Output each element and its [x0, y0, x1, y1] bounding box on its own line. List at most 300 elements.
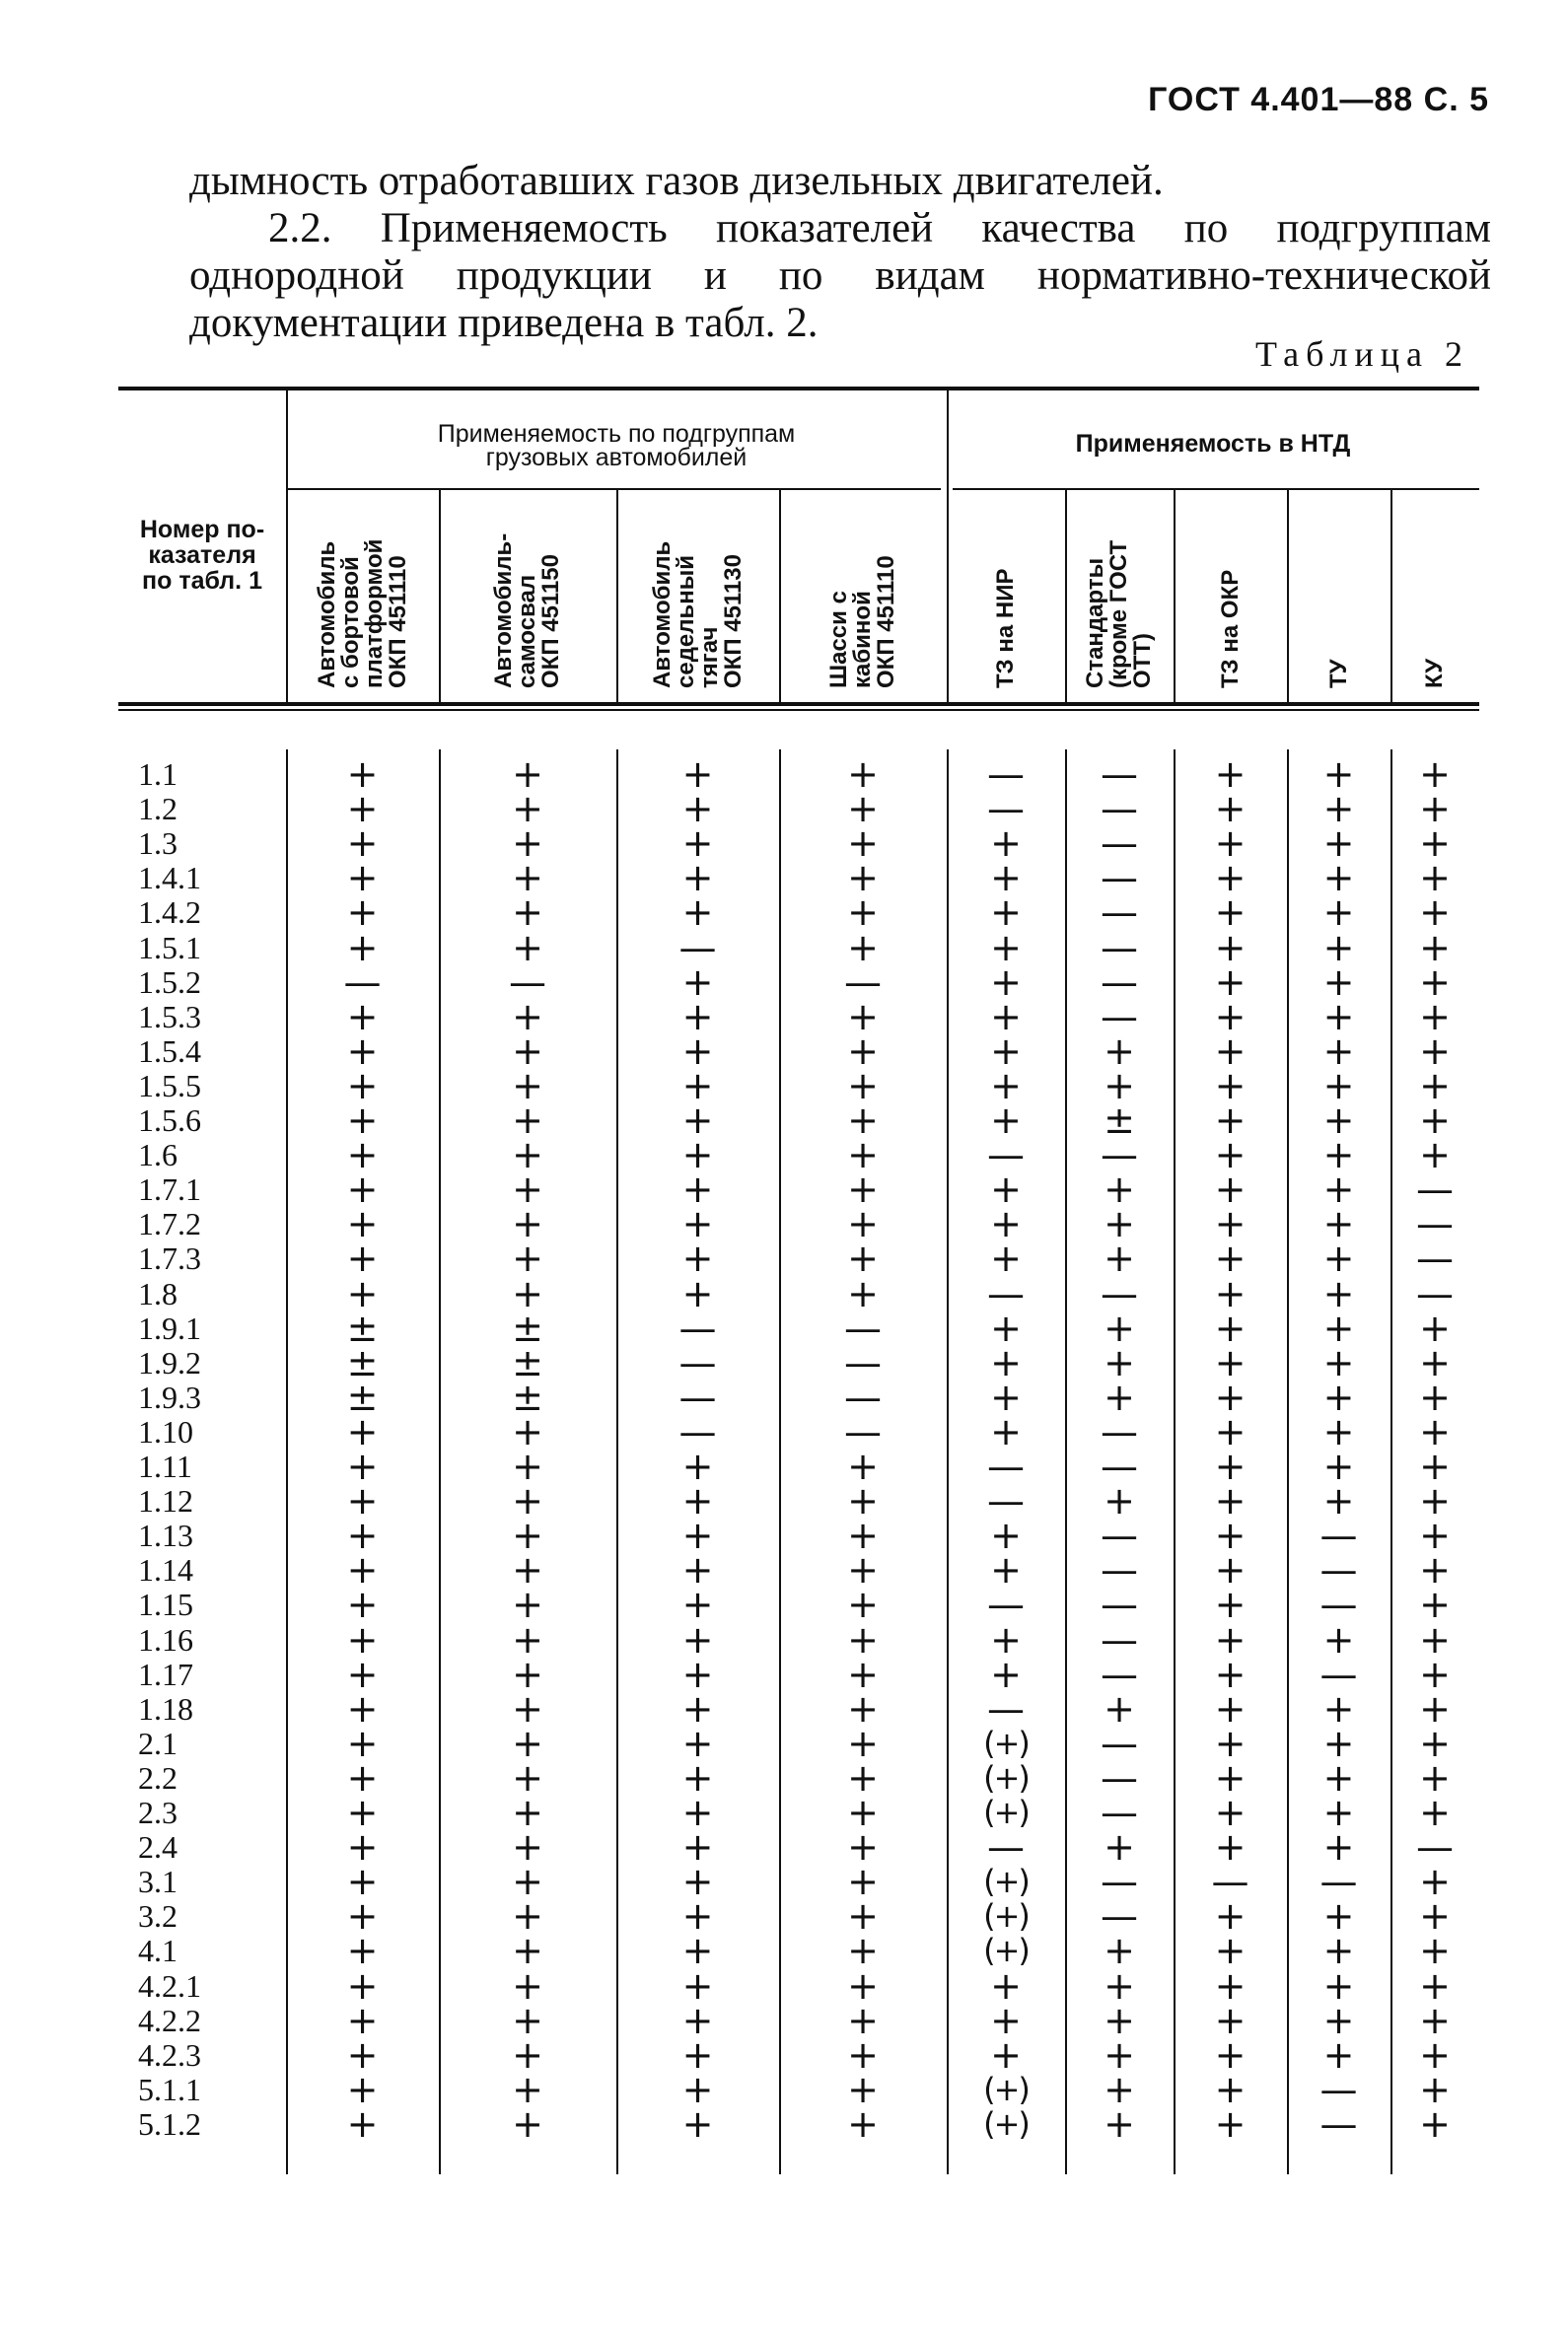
body-text [189, 158, 1491, 347]
cell-mark: + [1214, 1168, 1247, 1212]
cell-mark: + [847, 1929, 879, 1973]
column-title-line: Автомобиль [648, 540, 676, 688]
header-bottom-rule-2 [118, 709, 1479, 711]
cell-mark: + [512, 1894, 543, 1939]
column-title-line: ОКП 451110 [873, 555, 899, 688]
cell-mark: + [1214, 2101, 1247, 2146]
cell-mark: + [1104, 1929, 1135, 1973]
cell-mark: + [346, 1063, 379, 1107]
cell-mark: + [512, 1755, 543, 1800]
cell-mark: — [1319, 2101, 1358, 2146]
cell-mark: + [1322, 1963, 1355, 2008]
cell-mark: (+) [983, 1758, 1029, 1797]
column-title-line: кабиной [849, 591, 876, 688]
cell-mark: + [681, 2101, 714, 2146]
row-number: 1.1 [138, 756, 178, 792]
cell-mark: — [1319, 2067, 1358, 2111]
cell-mark: — [509, 959, 546, 1004]
cell-mark: + [1322, 925, 1355, 969]
cell-mark: + [1214, 1998, 1247, 2042]
column-title [994, 569, 1018, 688]
cell-mark: + [1214, 1340, 1247, 1384]
cell-mark: + [1419, 1445, 1451, 1488]
cell-mark: + [1419, 925, 1451, 969]
cell-mark: — [343, 959, 382, 1004]
cell-mark: + [990, 1340, 1022, 1384]
cell-mark: — [1319, 1652, 1358, 1696]
cell-mark: + [1104, 1998, 1135, 2042]
header-bottom-rule [118, 702, 1479, 706]
cell-mark: + [1214, 1963, 1247, 2008]
cell-mark: ± [346, 1340, 379, 1384]
cell-mark: ± [512, 1340, 543, 1384]
column-divider [439, 749, 441, 2174]
cell-mark: ± [346, 1306, 379, 1350]
cell-mark: + [990, 1963, 1022, 2008]
cell-mark: — [987, 787, 1025, 831]
cell-mark: + [346, 1548, 379, 1593]
cell-mark: + [1419, 787, 1451, 831]
column-title-line: (кроме ГОСТ [1105, 539, 1132, 688]
column-title-line: ТУ [1324, 659, 1352, 688]
cell-mark: + [1419, 752, 1451, 796]
cell-mark: + [990, 1548, 1022, 1593]
cell-mark: + [346, 1028, 379, 1073]
cell-mark: — [987, 1271, 1025, 1315]
cell-mark: + [681, 1237, 714, 1281]
cell-mark: — [1416, 1825, 1454, 1870]
cell-mark: — [987, 1686, 1025, 1731]
cell-mark: + [681, 1271, 714, 1315]
cell-mark: + [1419, 1548, 1451, 1593]
cell-mark: + [512, 1479, 543, 1523]
cell-mark: + [681, 1548, 714, 1593]
cell-mark: + [346, 787, 379, 831]
text-line: дымность отработавших газов дизельных двигателей. [189, 158, 1164, 204]
cell-mark: + [1419, 821, 1451, 866]
row-header-text: Номер по- [139, 516, 265, 543]
cell-mark: + [990, 1098, 1022, 1142]
cell-mark: + [1104, 1340, 1135, 1384]
cell-mark: — [678, 1306, 717, 1350]
cell-mark: + [990, 959, 1022, 1004]
cell-mark: — [1319, 1583, 1358, 1627]
cell-mark: — [1101, 1445, 1138, 1488]
row-number: 1.6 [138, 1137, 178, 1173]
cell-mark: + [1419, 2067, 1451, 2111]
column-divider [947, 749, 949, 2174]
cell-mark: + [346, 1929, 379, 1973]
cell-mark: + [512, 1825, 543, 1870]
column-title-line: Шасси с [825, 591, 852, 688]
cell-mark: + [681, 890, 714, 935]
cell-mark: + [1214, 1445, 1247, 1488]
cell-mark: + [1214, 2032, 1247, 2077]
cell-mark: (+) [983, 2070, 1029, 2108]
group2-subrule [953, 488, 1479, 490]
row-number: 1.5.3 [138, 998, 201, 1034]
cell-mark: + [681, 1998, 714, 2042]
table-top-rule [118, 387, 1479, 390]
cell-mark: + [1419, 1721, 1451, 1765]
cell-mark: + [1419, 1340, 1451, 1384]
cell-mark: + [512, 1168, 543, 1212]
cell-mark: + [346, 1998, 379, 2042]
cell-mark: + [681, 1168, 714, 1212]
cell-mark: — [1101, 1652, 1138, 1696]
cell-mark: — [1101, 1548, 1138, 1593]
cell-mark: + [1214, 925, 1247, 969]
cell-mark: + [847, 890, 879, 935]
cell-mark: + [681, 1963, 714, 2008]
cell-mark: + [1104, 1237, 1135, 1281]
cell-mark: + [1214, 2067, 1247, 2111]
row-number: 2.4 [138, 1829, 178, 1866]
cell-mark: + [681, 1894, 714, 1939]
cell-mark: + [346, 1686, 379, 1731]
row-number: 2.1 [138, 1725, 178, 1761]
cell-mark: + [1214, 1617, 1247, 1662]
cell-mark: + [1214, 856, 1247, 900]
cell-mark: + [1214, 1514, 1247, 1558]
cell-mark: + [1419, 1860, 1451, 1904]
column-title [1423, 659, 1447, 688]
cell-mark: + [681, 1825, 714, 1870]
column-title-line: с бортовой [336, 556, 364, 688]
cell-mark: + [1214, 1548, 1247, 1593]
cell-mark: + [847, 925, 879, 969]
cell-mark: — [1101, 1409, 1138, 1453]
cell-mark: (+) [983, 2104, 1029, 2143]
cell-mark: + [1322, 1271, 1355, 1315]
cell-mark: ± [512, 1375, 543, 1419]
cell-mark: + [1322, 821, 1355, 866]
cell-mark: — [678, 1375, 717, 1419]
cell-mark: + [1322, 1791, 1355, 1834]
cell-mark: + [681, 1755, 714, 1800]
column-title [648, 540, 747, 688]
column-title [1084, 540, 1155, 688]
column-divider [1065, 488, 1067, 702]
column-divider [1065, 749, 1067, 2174]
cell-mark: + [1214, 1583, 1247, 1627]
cell-mark: + [1104, 1825, 1135, 1870]
cell-mark: + [1214, 1479, 1247, 1523]
cell-mark: + [847, 1825, 879, 1870]
cell-mark: + [1214, 1237, 1247, 1281]
cell-mark: + [512, 1652, 543, 1696]
cell-mark: — [1101, 1617, 1138, 1662]
row-number: 1.3 [138, 825, 178, 862]
cell-mark: + [346, 752, 379, 796]
cell-mark: + [1322, 1375, 1355, 1419]
row-number: 1.8 [138, 1275, 178, 1311]
cell-mark: + [681, 1133, 714, 1177]
cell-mark: — [1211, 1860, 1249, 1904]
row-number: 4.2.3 [138, 2036, 201, 2073]
cell-mark: + [512, 1098, 543, 1142]
cell-mark: + [346, 1617, 379, 1662]
cell-mark: + [990, 1375, 1022, 1419]
column-title-line: самосвал [514, 574, 540, 688]
cell-mark: + [847, 1721, 879, 1765]
cell-mark: + [346, 1133, 379, 1177]
cell-mark: + [990, 1998, 1022, 2042]
cell-mark: + [1322, 959, 1355, 1004]
cell-mark: + [346, 1791, 379, 1834]
cell-mark: + [346, 2101, 379, 2146]
cell-mark: + [681, 1791, 714, 1834]
cell-mark: — [987, 1825, 1025, 1870]
cell-mark: + [847, 1791, 879, 1834]
cell-mark: + [1214, 1894, 1247, 1939]
cell-mark: + [346, 1514, 379, 1558]
row-number: 1.9.1 [138, 1310, 201, 1346]
cell-mark: + [1419, 2101, 1451, 2146]
cell-mark: — [987, 1445, 1025, 1488]
cell-mark: — [987, 1133, 1025, 1177]
cell-mark: + [346, 1963, 379, 2008]
column-divider [1390, 749, 1392, 2174]
cell-mark: + [847, 1168, 879, 1212]
row-number: 1.5.6 [138, 1102, 201, 1138]
cell-mark: + [346, 1409, 379, 1453]
cell-mark: + [1419, 1133, 1451, 1177]
cell-mark: + [346, 1202, 379, 1246]
cell-mark: — [1416, 1271, 1454, 1315]
cell-mark: + [512, 1445, 543, 1488]
running-head: ГОСТ 4.401—88 С. 5 [1148, 81, 1489, 118]
cell-mark: + [1322, 1686, 1355, 1731]
cell-mark: + [990, 1409, 1022, 1453]
cell-mark: + [1214, 1133, 1247, 1177]
column-title-line: платформой [360, 538, 388, 688]
cell-mark: + [847, 1686, 879, 1731]
cell-mark: — [1101, 1721, 1138, 1765]
cell-mark: + [1214, 821, 1247, 866]
cell-mark: + [847, 1237, 879, 1281]
cell-mark: — [1319, 1514, 1358, 1558]
column-divider [286, 749, 288, 2174]
cell-mark: + [1322, 890, 1355, 935]
cell-mark: + [681, 2032, 714, 2077]
cell-mark: + [681, 1652, 714, 1696]
cell-mark: + [681, 1445, 714, 1488]
cell-mark: ± [512, 1306, 543, 1350]
cell-mark: + [346, 856, 379, 900]
cell-mark: + [681, 787, 714, 831]
cell-mark: + [681, 1686, 714, 1731]
column-title-line: тягач [695, 626, 723, 688]
cell-mark: — [1416, 1168, 1454, 1212]
cell-mark: + [512, 1929, 543, 1973]
cell-mark: + [847, 1755, 879, 1800]
cell-mark: + [681, 1514, 714, 1558]
cell-mark: + [990, 925, 1022, 969]
row-number: 3.1 [138, 1864, 178, 1900]
cell-mark: + [1419, 1755, 1451, 1800]
cell-mark: + [990, 890, 1022, 935]
cell-mark: + [1104, 1963, 1135, 2008]
cell-mark: + [1419, 1963, 1451, 2008]
cell-mark: — [1101, 925, 1138, 969]
cell-mark: + [1419, 1514, 1451, 1558]
row-number: 1.7.3 [138, 1240, 201, 1277]
row-number: 5.1.1 [138, 2071, 201, 2107]
cell-mark: — [1101, 1133, 1138, 1177]
cell-mark: + [1322, 1998, 1355, 2042]
row-number: 1.5.4 [138, 1032, 201, 1069]
cell-mark: + [1322, 1306, 1355, 1350]
cell-mark: + [1419, 994, 1451, 1038]
cell-mark: — [1319, 1548, 1358, 1593]
column-divider [779, 749, 781, 2174]
row-number: 1.13 [138, 1518, 193, 1554]
cell-mark: + [990, 821, 1022, 866]
cell-mark: + [990, 1063, 1022, 1107]
cell-mark: + [346, 1860, 379, 1904]
cell-mark: + [1322, 1133, 1355, 1177]
cell-mark: + [512, 1202, 543, 1246]
cell-mark: + [346, 1168, 379, 1212]
cell-mark: — [1101, 1583, 1138, 1627]
row-number: 1.10 [138, 1413, 193, 1450]
cell-mark: + [512, 1133, 543, 1177]
cell-mark: + [1419, 1617, 1451, 1662]
cell-mark: + [512, 1514, 543, 1558]
cell-mark: + [512, 2101, 543, 2146]
row-number: 3.2 [138, 1898, 178, 1935]
cell-mark: + [1214, 787, 1247, 831]
cell-mark: + [1214, 994, 1247, 1038]
cell-mark: + [990, 1028, 1022, 1073]
cell-mark: + [346, 2032, 379, 2077]
column-divider [439, 488, 441, 702]
cell-mark: + [512, 1409, 543, 1453]
cell-mark: + [681, 752, 714, 796]
cell-mark: + [681, 1617, 714, 1662]
cell-mark: + [847, 994, 879, 1038]
cell-mark: + [847, 1133, 879, 1177]
column-divider [1174, 488, 1176, 702]
cell-mark: + [512, 1998, 543, 2042]
row-number: 1.2 [138, 791, 178, 827]
cell-mark: + [681, 959, 714, 1004]
cell-mark: + [346, 2067, 379, 2111]
cell-mark: + [1419, 1929, 1451, 1973]
row-number: 2.3 [138, 1795, 178, 1830]
cell-mark: + [1419, 1098, 1451, 1142]
cell-mark: + [847, 1617, 879, 1662]
column-title-line: ОТТ) [1129, 633, 1156, 688]
cell-mark: + [1322, 1409, 1355, 1453]
row-number: 1.9.2 [138, 1344, 201, 1381]
cell-mark: + [1214, 1721, 1247, 1765]
cell-mark: + [1322, 994, 1355, 1038]
cell-mark: + [1322, 1929, 1355, 1973]
row-number: 4.1 [138, 1933, 178, 1969]
column-title-line: ОКП 451110 [384, 555, 411, 688]
cell-mark: + [1104, 1306, 1135, 1350]
row-number: 4.2.2 [138, 2002, 201, 2038]
cell-mark: + [1322, 1098, 1355, 1142]
cell-mark: + [681, 856, 714, 900]
cell-mark: + [1104, 1063, 1135, 1107]
cell-mark: ± [346, 1375, 379, 1419]
cell-mark: + [1419, 1652, 1451, 1696]
cell-mark: — [1101, 1514, 1138, 1558]
cell-mark: (+) [983, 1863, 1029, 1901]
column-title [827, 555, 898, 688]
cell-mark: — [844, 1340, 882, 1384]
cell-mark: + [990, 1202, 1022, 1246]
cell-mark: + [1214, 1063, 1247, 1107]
cell-mark: + [512, 1583, 543, 1627]
cell-mark: — [678, 1409, 717, 1453]
cell-mark: + [512, 1686, 543, 1731]
cell-mark: + [1104, 1202, 1135, 1246]
cell-mark: — [1101, 752, 1138, 796]
cell-mark: + [990, 1237, 1022, 1281]
cell-mark: + [1322, 1168, 1355, 1212]
cell-mark: + [346, 1825, 379, 1870]
cell-mark: + [847, 1271, 879, 1315]
cell-mark: — [1101, 1755, 1138, 1800]
cell-mark: — [1319, 1860, 1358, 1904]
cell-mark: + [1322, 1063, 1355, 1107]
cell-mark: + [1214, 1409, 1247, 1453]
cell-mark: + [847, 1652, 879, 1696]
cell-mark: + [847, 1548, 879, 1593]
column-title-line: ОКП 451150 [537, 554, 564, 688]
cell-mark: — [1101, 1271, 1138, 1315]
cell-mark: — [987, 1479, 1025, 1523]
row-number: 1.14 [138, 1552, 193, 1589]
cell-mark: + [512, 1617, 543, 1662]
cell-mark: + [512, 821, 543, 866]
cell-mark: + [847, 1583, 879, 1627]
row-number: 1.5.2 [138, 963, 201, 1000]
cell-mark: + [1104, 1168, 1135, 1212]
cell-mark: + [1104, 1028, 1135, 1073]
cell-mark: + [1419, 1479, 1451, 1523]
cell-mark: + [512, 890, 543, 935]
row-number: 1.7.2 [138, 1206, 201, 1242]
column-title-line: ТЗ на ОКР [1216, 569, 1244, 688]
cell-mark: + [1322, 752, 1355, 796]
cell-mark: + [847, 1202, 879, 1246]
cell-mark: + [512, 994, 543, 1038]
cell-mark: + [1419, 2032, 1451, 2077]
cell-mark: (+) [983, 1724, 1029, 1762]
cell-mark: + [346, 1098, 379, 1142]
cell-mark: + [847, 1063, 879, 1107]
cell-mark: — [1416, 1202, 1454, 1246]
cell-mark: + [1419, 959, 1451, 1004]
cell-mark: + [346, 1445, 379, 1488]
row-number: 1.12 [138, 1483, 193, 1520]
cell-mark: + [1419, 1686, 1451, 1731]
cell-mark: — [678, 1340, 717, 1384]
cell-mark: + [1322, 1617, 1355, 1662]
cell-mark: + [346, 1755, 379, 1800]
cell-mark: + [346, 1652, 379, 1696]
cell-mark: + [990, 1652, 1022, 1696]
cell-mark: + [1322, 1721, 1355, 1765]
cell-mark: + [512, 1721, 543, 1765]
row-number: 5.1.2 [138, 2105, 201, 2142]
cell-mark: + [512, 1548, 543, 1593]
